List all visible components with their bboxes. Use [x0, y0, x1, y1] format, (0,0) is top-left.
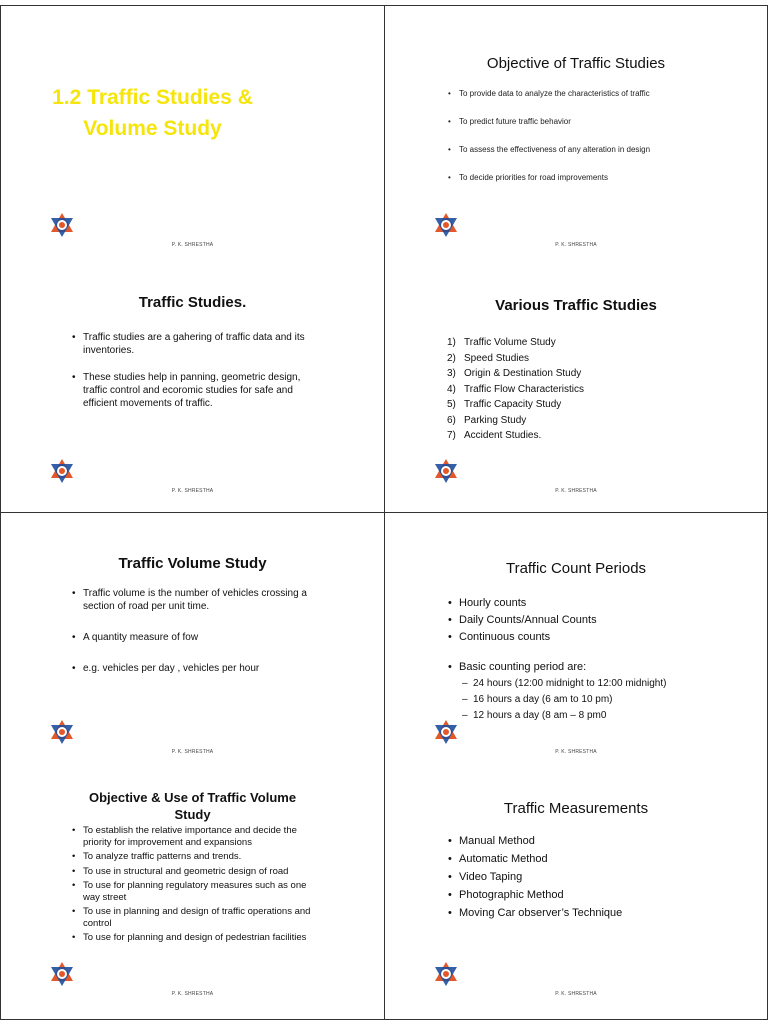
slide-footer: P. K. SHRESTHA	[555, 749, 597, 755]
list-item: • Daily Counts/Annual Counts	[459, 612, 757, 629]
list-item: • To use in structural and geometric design of road	[83, 866, 318, 878]
list-item: • Manual Method	[459, 832, 757, 850]
slide-footer: P. K. SHRESTHA	[555, 991, 597, 997]
list-item: • To establish the relative importance and decide the priority for improvement and expansions	[83, 825, 318, 848]
list-item: • Traffic studies are a gahering of traffic data and its inventories.	[83, 331, 318, 357]
slide-footer: P. K. SHRESTHA	[555, 242, 597, 248]
slide-footer: P. K. SHRESTHA	[171, 991, 214, 997]
list-item: • These studies help in panning, geometric design, traffic control and ecoromic studies for safe and efficient movements of traffic.	[83, 371, 318, 410]
list-item: • Continuous counts	[459, 629, 757, 646]
slide-title: Objective & Use of Traffic Volume Study	[88, 790, 297, 822]
list-item: 6) Parking Study	[447, 414, 527, 426]
list-item: • To use for planning regulatory measures such as one way street	[83, 880, 318, 903]
slide-footer: P. K. SHRESTHA	[171, 488, 214, 494]
slide-title: Traffic Volume Study	[118, 555, 267, 572]
list-item: 4) Traffic Flow Characteristics	[447, 383, 585, 395]
list-item: • Traffic volume is the number of vehicles crossing a section of road per unit time.	[83, 587, 318, 613]
bullet-list	[83, 825, 318, 944]
list-item: • Video Taping	[459, 868, 757, 886]
list-item: • Moving Car observer’s Technique	[459, 904, 757, 922]
list-item: • e.g. vehicles per day , vehicles per hour	[83, 662, 318, 675]
sheet-bottom-right	[384, 512, 768, 1020]
sub-list	[459, 676, 757, 724]
slide-traffic-studies	[1, 260, 384, 514]
university-logo-icon	[49, 961, 75, 987]
slide-various-studies	[385, 260, 767, 514]
slide-objective-use	[1, 767, 384, 1021]
slide-title: Traffic Studies.	[138, 294, 247, 311]
university-logo-icon	[433, 458, 459, 484]
slide-measurements	[385, 767, 767, 1021]
list-item: • To use for planning and design of pedestrian facilities	[83, 932, 318, 944]
bullet-list	[83, 587, 318, 675]
university-logo-icon	[433, 212, 459, 238]
slide-objective	[385, 6, 767, 260]
list-item: 1) Traffic Volume Study	[447, 337, 556, 348]
list-item: • To decide priorities for road improvements	[459, 172, 747, 183]
slide-footer: P. K. SHRESTHA	[171, 242, 214, 248]
list-item: • A quantity measure of fow	[83, 631, 318, 644]
slide-footer: P. K. SHRESTHA	[171, 749, 214, 755]
sheet-bottom-left	[0, 512, 385, 1020]
slide-title: Objective of Traffic Studies	[486, 55, 666, 72]
sub-list-item: – 16 hours a day (6 am to 10 pm)	[473, 692, 757, 708]
list-item: • To use in planning and design of traffic operations and control	[83, 906, 318, 929]
list-item: 5) Traffic Capacity Study	[447, 399, 562, 410]
bullet-list	[83, 331, 318, 410]
list-item: • To analyze traffic patterns and trends.	[83, 851, 318, 863]
slide-title: Traffic Measurements	[503, 800, 649, 817]
list-item: • To predict future traffic behavior	[459, 116, 747, 127]
numbered-list	[447, 335, 747, 444]
university-logo-icon	[49, 458, 75, 484]
list-item: • To assess the effectiveness of any alteration in design	[459, 144, 747, 155]
university-logo-icon	[49, 212, 75, 238]
slide-title: Traffic Count Periods	[505, 560, 647, 577]
list-item: 7) Accident Studies.	[447, 430, 542, 441]
list-item: • Automatic Method	[459, 850, 757, 868]
list-item: • To provide data to analyze the characteristics of traffic	[459, 88, 747, 99]
bullet-list	[459, 595, 757, 724]
slide-volume-study	[1, 513, 384, 767]
sheet-top-right	[384, 5, 768, 513]
list-item: • Photographic Method	[459, 886, 757, 904]
list-item: 2) Speed Studies	[447, 352, 530, 364]
university-logo-icon	[433, 719, 459, 745]
sub-list-item: – 12 hours a day (8 am – 8 pm0	[473, 708, 757, 724]
sub-list-item: – 24 hours (12:00 midnight to 12:00 midnight)	[473, 676, 757, 692]
sheet-top-left	[0, 5, 385, 513]
bullet-list	[459, 832, 757, 922]
list-item: 3) Origin & Destination Study	[447, 368, 582, 379]
slide-title: Various Traffic Studies	[495, 297, 657, 314]
slide-title	[1, 6, 384, 260]
university-logo-icon	[49, 719, 75, 745]
slide-main-title: 1.2 Traffic Studies & Volume Study	[52, 86, 253, 140]
bullet-list	[459, 88, 747, 200]
list-item: • Basic counting period are: – 24 hours (12:00 midnight to 12:00 midnight) – 16 hours a day (6 am to 10 pm) – 12 hours a day (8 am – 8 pm0	[459, 659, 757, 724]
slide-count-periods	[385, 513, 767, 767]
list-item: • Hourly counts	[459, 595, 757, 612]
university-logo-icon	[433, 961, 459, 987]
slide-footer: P. K. SHRESTHA	[555, 488, 597, 494]
